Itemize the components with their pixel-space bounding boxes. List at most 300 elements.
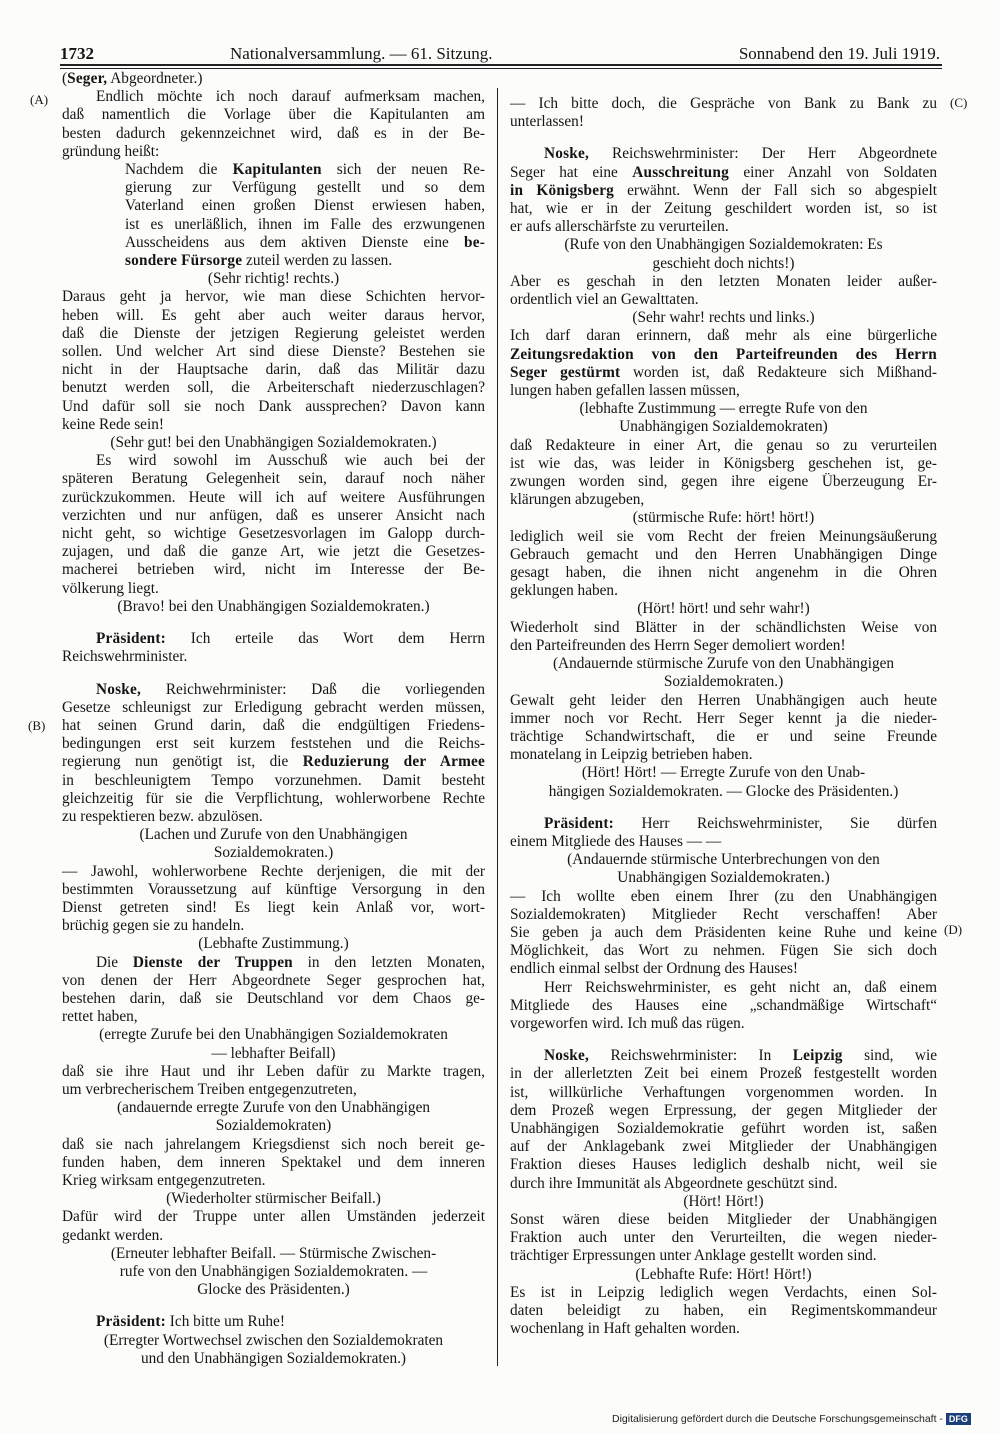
- paragraph-gap: [62, 616, 485, 630]
- text-run: einem Mitgliede des Hauses — —: [510, 832, 722, 850]
- text-line: [510, 1047, 937, 1065]
- stage-direction: [62, 598, 485, 616]
- paragraph-gap: [62, 1299, 485, 1313]
- text-line: [62, 790, 485, 808]
- stage-direction: [62, 1026, 485, 1062]
- text-run: Abgeordneter.): [107, 70, 203, 87]
- text-run: worden ist, daß Redakteure sich Mißhand-: [620, 363, 937, 381]
- text-run: monatelang in Leipzig betrieben haben.: [510, 746, 753, 764]
- header-date: Sonnabend den 19. Juli 1919.: [738, 44, 940, 63]
- paragraph: [510, 528, 937, 601]
- text-line: [510, 236, 937, 254]
- paragraph: [62, 88, 485, 161]
- text-line: [62, 361, 485, 379]
- text-run: zurückzukommen. Heute will ich auf weitere Ausführungen: [62, 488, 485, 506]
- paragraph: [62, 288, 485, 434]
- text-line: [510, 673, 937, 691]
- text-run: (Hört! Hört! — Erregte Zurufe von den Unab-: [581, 764, 866, 782]
- paragraph: [510, 1284, 937, 1339]
- text-line: [510, 491, 937, 509]
- text-run: hat, wie er in der Zeitung geschildert worden ist, so ist: [510, 200, 937, 218]
- text-run: sollen. Und welcher Art sind diese Dienste? Bestehen sie: [62, 343, 485, 361]
- text-run: (erregte Zurufe bei den Unabhängigen Sozialdemokraten: [99, 1026, 448, 1044]
- text-line: [62, 470, 485, 488]
- page-number: 1732: [60, 44, 94, 63]
- text-line: [510, 783, 937, 801]
- text-run: Wiederholt sind Blätter in der schändlichsten Weise von: [510, 618, 937, 636]
- text-line: [510, 1156, 937, 1174]
- bold-emphasis: Präsident:: [544, 814, 614, 832]
- paragraph: [510, 273, 937, 309]
- text-line: [62, 881, 485, 899]
- text-line: [510, 564, 937, 582]
- text-line: [62, 972, 485, 990]
- text-line: [510, 979, 937, 997]
- paragraph: [62, 954, 485, 1027]
- text-run: — lebhafter Beifall): [211, 1044, 336, 1062]
- stage-direction: [62, 1245, 485, 1300]
- text-run: verzichten und nur anfügen, daß es unserer Ansicht nach: [62, 506, 485, 524]
- text-line: [62, 630, 485, 648]
- text-line: [62, 379, 485, 397]
- bold-emphasis: Noske,: [544, 1047, 589, 1065]
- text-line: [510, 182, 937, 200]
- text-run: (lebhafte Zustimmung — erregte Rufe von den: [579, 400, 868, 418]
- header-rule: [60, 64, 942, 66]
- paragraph: [510, 888, 937, 979]
- text-run: besten dadurch gekennzeichnet wird, daß es in der Be-: [62, 124, 485, 142]
- text-line: [510, 924, 937, 942]
- text-run: Und dafür soll sie noch Dank aussprechen? Davon kann: [62, 397, 485, 415]
- text-run: er aufs allerschärfste zu verurteilen.: [510, 218, 729, 236]
- text-line: [510, 655, 937, 673]
- stage-direction: [62, 1190, 485, 1208]
- text-run: daß sie ihre Haut und ihr Leben dafür zu Markte tragen,: [62, 1062, 485, 1080]
- text-line: [62, 1332, 485, 1350]
- text-line: [62, 507, 485, 525]
- bold-emphasis: sondere Fürsorge: [125, 252, 243, 270]
- paragraph: [510, 437, 937, 510]
- text-run: (Erneuter lebhafter Beifall. — Stürmische Zwischen-: [110, 1244, 437, 1262]
- text-line: [510, 1015, 937, 1033]
- text-run: Reichswehrminister: Der Herr Abgeordnete: [588, 145, 937, 163]
- paragraph: [62, 630, 485, 666]
- text-run: gesagt haben, die ihnen nicht angenehm in die Ohren: [510, 564, 937, 582]
- text-run: sind, wie: [842, 1047, 938, 1065]
- text-line: [62, 143, 485, 161]
- text-run: (Hört! hört! und sehr wahr!): [637, 600, 810, 618]
- text-run: Daraus geht ja hervor, wie man diese Schichten hervor-: [62, 288, 485, 306]
- text-run: Sozialdemokraten.): [663, 673, 784, 691]
- text-run: — Ich bitte doch, die Gespräche von Bank zu Bank zu: [510, 95, 937, 112]
- paragraph: [62, 452, 485, 598]
- text-line: [510, 1211, 937, 1229]
- text-line: [62, 1281, 485, 1299]
- text-line: [510, 1193, 937, 1211]
- text-run: ist, willkürliche Verhaftungen vorgenommen worden. In: [510, 1083, 937, 1101]
- text-line: [62, 489, 485, 507]
- text-run: zwungen worden sind, gegen ihre eigene Überzeugung Er-: [510, 473, 937, 491]
- text-run: Herr Reichswehrminister, es geht nicht an, daß einem: [544, 978, 937, 996]
- text-run: Dafür wird der Truppe unter allen Umständen jederzeit: [62, 1208, 485, 1226]
- stage-direction: [510, 764, 937, 800]
- text-line: [510, 600, 937, 618]
- text-line: [510, 437, 937, 455]
- text-run: Sonst wären diese beiden Mitglieder der Unabhängigen: [510, 1210, 937, 1228]
- text-line: [62, 125, 485, 143]
- text-run: Reichwehrminister: Daß die vorliegenden: [140, 680, 485, 698]
- text-run: (Wiederholter stürmischer Beifall.): [166, 1190, 381, 1208]
- text-run: den Parteifreunden des Herrn Seger demoliert worden!: [510, 636, 846, 654]
- text-run: zu respektieren bezw. abzulösen.: [62, 807, 263, 825]
- text-run: Unabhängigen Sozialdemokratie geführt worden ist, saßen: [510, 1119, 937, 1137]
- text-line: [510, 255, 937, 273]
- left-column: [62, 70, 485, 1368]
- right-column: [510, 95, 937, 1338]
- text-line: [510, 942, 937, 960]
- text-line: [62, 1190, 485, 1208]
- text-line: [62, 1208, 485, 1226]
- text-run: ist es unerläßlich, ihnen im Falle des erzwungenen: [125, 215, 485, 233]
- paragraph: [62, 70, 485, 88]
- text-line: [510, 1302, 937, 1320]
- text-run: (andauernde erregte Zurufe von den Unabhängigen: [116, 1099, 431, 1117]
- text-run: (Rufe von den Unabhängigen Sozialdemokraten: Es: [564, 236, 883, 254]
- text-run: Sie geben ja auch dem Präsidenten keine Ruhe und keine: [510, 923, 937, 941]
- text-run: Reichswehrminister: In: [588, 1047, 793, 1065]
- text-run: gedankt werden.: [62, 1226, 164, 1244]
- text-run: rettet haben,: [62, 1008, 138, 1026]
- text-line: [510, 815, 937, 833]
- text-run: Seger hat eine: [510, 163, 633, 181]
- paragraph: [510, 815, 937, 851]
- text-run: Endlich möchte ich noch darauf aufmerksam machen,: [96, 88, 485, 106]
- text-line: [510, 1102, 937, 1120]
- text-run: Sozialdemokraten): [215, 1117, 332, 1135]
- text-run: daß sie nach jahrelangem Kriegsdienst sich noch bereit ge-: [62, 1135, 485, 1153]
- text-run: von denen der Herr Abgeordnete Seger gesprochen hat,: [62, 971, 485, 989]
- text-line: [510, 164, 937, 182]
- paragraph: [510, 619, 937, 655]
- text-run: geschieht doch nichts!): [652, 254, 795, 272]
- bold-emphasis: Seger gestürmt: [510, 363, 621, 381]
- text-line: [510, 327, 937, 345]
- text-line: [62, 735, 485, 753]
- text-run: (stürmische Rufe: hört! hört!): [632, 509, 815, 527]
- text-run: zujagen, und daß die ganze Art, wie jetzt die Gesetzes-: [62, 543, 485, 561]
- text-run: lediglich weil sie vom Recht der freien Meinungsäußerung: [510, 527, 937, 545]
- text-line: [510, 619, 937, 637]
- text-run: Gewalt geht leider den Herren Unabhängigen auch heute: [510, 691, 937, 709]
- text-line: [62, 106, 485, 124]
- text-line: [62, 990, 485, 1008]
- text-line: [62, 70, 485, 88]
- bold-emphasis: Noske,: [544, 145, 589, 163]
- paragraph: [510, 327, 937, 400]
- text-line: [62, 863, 485, 881]
- text-run: Mitgliede des Hauses eine „schandmäßige Wirtschaft“: [510, 996, 937, 1014]
- text-line: [510, 692, 937, 710]
- bold-emphasis: Noske,: [96, 680, 141, 698]
- paragraph: [510, 1211, 937, 1266]
- text-run: keine Rede sein!: [62, 415, 164, 433]
- text-line: [62, 543, 485, 561]
- text-run: hat seinen Grund darin, daß die endgültigen Friedens-: [62, 716, 485, 734]
- text-run: sich der neuen Re-: [321, 161, 485, 179]
- text-run: durch ihre Immunität als Abgeordnete geschützt sind.: [510, 1174, 838, 1192]
- text-run: rufe von den Unabhängigen Sozialdemokraten. —: [119, 1263, 428, 1280]
- text-line: [510, 218, 937, 236]
- text-run: Ich darf daran erinnern, daß mehr als eine bürgerliche: [510, 327, 937, 345]
- stage-direction: [510, 655, 937, 691]
- paragraph: [62, 1063, 485, 1099]
- bold-emphasis: Dienste der Truppen: [132, 953, 293, 971]
- paragraph-gap: [510, 131, 937, 145]
- text-line: [510, 888, 937, 906]
- text-line: [62, 1099, 485, 1117]
- text-line: [62, 343, 485, 361]
- text-line: [62, 561, 485, 579]
- text-run: gleichzeitig für sie die Verpflichtung, wohlerworbene Rechte: [62, 789, 485, 807]
- text-run: lungen haben gefallen lassen müssen,: [510, 382, 740, 400]
- text-line: [510, 746, 937, 764]
- text-run: Nachdem die: [125, 161, 233, 179]
- text-line: [62, 398, 485, 416]
- text-line: [62, 954, 485, 972]
- text-run: völkerung liegt.: [62, 579, 159, 597]
- text-line: [62, 307, 485, 325]
- quoted-passage: [62, 161, 485, 270]
- bold-emphasis: Leipzig: [792, 1047, 843, 1065]
- text-line: [510, 418, 937, 436]
- text-line: [62, 288, 485, 306]
- text-run: ordentlich viel an Gewalttaten.: [510, 291, 699, 309]
- bold-emphasis: Präsident:: [96, 1313, 166, 1331]
- text-run: nicht in der Hauptsache darin, daß das Militär dazu: [62, 361, 485, 379]
- footer-credit: [612, 1413, 971, 1425]
- text-line: [510, 1320, 937, 1338]
- text-line: [62, 899, 485, 917]
- text-line: [62, 88, 485, 106]
- text-line: [510, 997, 937, 1015]
- text-run: macherei betrieben wird, nicht im Interesse der Be-: [62, 561, 485, 579]
- text-run: — Ich wollte eben einem Ihrer (zu den Unabhängigen: [510, 887, 937, 905]
- text-line: [510, 764, 937, 782]
- text-run: geklungen haben.: [510, 582, 618, 600]
- stage-direction: [62, 1332, 485, 1368]
- text-run: Ich erteile das Wort dem Herrn: [165, 630, 485, 648]
- text-run: Dienst getreten sind! Es liegt kein Anlaß vor, wort-: [62, 898, 485, 916]
- text-line: [510, 833, 937, 851]
- text-run: Herr Reichswehrminister, Sie dürfen: [613, 814, 937, 832]
- text-line: [62, 935, 485, 953]
- text-run: (Andauernde stürmische Zurufe von den Unabhängigen: [552, 655, 895, 673]
- paragraph: [510, 692, 937, 765]
- text-run: Krieg wirksam entgegenzutreten.: [62, 1171, 266, 1189]
- paragraph-gap: [510, 801, 937, 815]
- text-line: [62, 1172, 485, 1190]
- paragraph-gap: [62, 667, 485, 681]
- bold-emphasis: Seger,: [67, 70, 108, 87]
- text-line: [510, 309, 937, 327]
- text-run: späteren Beratung Gelegenheit sein, darauf noch näher: [62, 470, 485, 488]
- text-line: [62, 681, 485, 699]
- text-line: [510, 95, 937, 113]
- text-run: immer noch vor Recht. Herr Seger kennt ja die nieder-: [510, 709, 937, 727]
- text-run: einer Anzahl von Soldaten: [728, 163, 937, 181]
- text-line: [62, 452, 485, 470]
- stage-direction: [510, 509, 937, 527]
- paragraph: [62, 681, 485, 827]
- text-run: in den letzten Monaten,: [292, 953, 485, 971]
- text-line: [62, 598, 485, 616]
- text-line: [510, 273, 937, 291]
- text-run: — Jawohl, wohlerworbene Rechte derjenigen, die mit der: [62, 862, 485, 880]
- stage-direction: [510, 309, 937, 327]
- text-line: [510, 869, 937, 887]
- stage-direction: [510, 1193, 937, 1211]
- text-run: Sozialdemokraten.): [213, 844, 334, 862]
- text-run: Vaterland einen großen Dienst erwiesen haben,: [125, 197, 485, 215]
- text-run: dem Prozeß wegen Erpressung, der gegen Mitglieder der: [510, 1101, 937, 1119]
- text-run: und den Unabhängigen Sozialdemokraten.): [140, 1349, 407, 1367]
- text-run: ist wie das, was leider in Königsberg geschehen ist, ge-: [510, 454, 937, 472]
- text-line: [125, 161, 485, 179]
- text-run: (Lachen und Zurufe von den Unabhängigen: [139, 826, 408, 844]
- text-run: Ausscheidens aus dem aktiven Dienste eine: [125, 233, 464, 251]
- stage-direction: [510, 851, 937, 887]
- bold-emphasis: Kapitulanten: [232, 161, 322, 179]
- text-run: daß die Dienste der jetzigen Regierung geleistet werden: [62, 324, 485, 342]
- paragraph: [510, 145, 937, 236]
- text-line: [510, 1138, 937, 1156]
- running-header: [60, 44, 940, 64]
- text-line: [510, 364, 937, 382]
- text-line: [62, 1026, 485, 1044]
- text-run: Fraktion dieses Hauses lediglich deshalb nicht, weil sie: [510, 1156, 937, 1174]
- text-run: (Lebhafte Zustimmung.): [198, 935, 349, 953]
- text-run: auf der Anklagebank zwei Mitglieder der Unabhängigen: [510, 1138, 937, 1156]
- text-line: [510, 1084, 937, 1102]
- text-run: brüchig gegen sie zu handeln.: [62, 917, 245, 935]
- text-line: [62, 1117, 485, 1135]
- text-run: (Erregter Wortwechsel zwischen den Sozialdemokraten: [103, 1331, 444, 1349]
- text-run: (Bravo! bei den Unabhängigen Sozialdemokraten.): [117, 597, 430, 615]
- stage-direction: [62, 935, 485, 953]
- text-line: [510, 145, 937, 163]
- dfg-logo: DFG: [946, 1413, 971, 1425]
- text-run: Es ist in Leipzig lediglich wegen Verdachts, einen Sol-: [510, 1283, 937, 1301]
- bold-emphasis: Präsident:: [96, 630, 166, 648]
- text-line: [62, 325, 485, 343]
- text-line: [62, 1245, 485, 1263]
- stage-direction: [510, 1266, 937, 1284]
- text-run: Unabhängigen Sozialdemokraten): [619, 418, 828, 436]
- text-line: [510, 1065, 937, 1083]
- text-line: [62, 1350, 485, 1368]
- text-run: daten beleidigt zu haben, ein Regimentskommandeur: [510, 1302, 937, 1319]
- text-run: (Sehr richtig! rechts.): [207, 270, 340, 288]
- text-run: Möglichkeit, das Wort zu nehmen. Fügen Sie sich doch: [510, 942, 937, 960]
- text-line: [510, 200, 937, 218]
- text-run: bestehen darin, daß sie Deutschland vor dem Chaos ge-: [62, 989, 485, 1007]
- stage-direction: [510, 600, 937, 618]
- text-run: Reichswehrminister.: [62, 648, 188, 666]
- text-run: funden haben, dem inneren Spektakel und dem inneren: [62, 1153, 485, 1171]
- text-line: [62, 580, 485, 598]
- text-line: [510, 346, 937, 364]
- text-line: [510, 960, 937, 978]
- stage-direction: [510, 236, 937, 272]
- text-run: Unabhängigen Sozialdemokraten.): [617, 869, 830, 887]
- text-run: (Hört! Hört!): [683, 1192, 764, 1210]
- text-line: [510, 473, 937, 491]
- text-run: in der allerletzten Zeit bei einem Prozeß festgestellt worden: [510, 1065, 937, 1083]
- text-line: [510, 1120, 937, 1138]
- text-line: [510, 400, 937, 418]
- text-line: [62, 717, 485, 735]
- text-line: [62, 1136, 485, 1154]
- column-divider: [497, 88, 498, 1366]
- paragraph: [62, 1313, 485, 1331]
- text-line: [62, 1045, 485, 1063]
- text-line: [125, 179, 485, 197]
- paragraph: [510, 95, 937, 131]
- text-line: [62, 1313, 485, 1331]
- text-line: [62, 1227, 485, 1245]
- text-line: [510, 1266, 937, 1284]
- text-run: bestimmten Voraussetzung auf künftige Versorgung in den: [62, 880, 485, 898]
- paragraph: [62, 1136, 485, 1191]
- text-run: Gebrauch gemacht und den Herren Unabhängigen Dinge: [510, 545, 937, 563]
- text-run: benutzt werden soll, die Arbeiterschaft niederzuschlagen?: [62, 379, 485, 397]
- paragraph-gap: [510, 1033, 937, 1047]
- text-line: [510, 546, 937, 564]
- text-run: (Lebhafte Rufe: Hört! Hört!): [635, 1265, 812, 1283]
- stage-direction: [62, 270, 485, 288]
- text-run: (: [62, 70, 68, 87]
- text-run: (Sehr gut! bei den Unabhängigen Sozialdemokraten.): [110, 434, 437, 452]
- text-line: [62, 1063, 485, 1081]
- text-run: (Sehr wahr! rechts und links.): [632, 309, 815, 327]
- bold-emphasis: Zeitungsredaktion von den Parteifreunden des Herrn: [510, 345, 937, 363]
- margin-mark-c: (C): [950, 95, 968, 110]
- text-line: [510, 291, 937, 309]
- margin-mark-b: (B): [28, 718, 46, 733]
- bold-emphasis: in Königsberg: [510, 181, 615, 199]
- text-run: klärungen abzugeben,: [510, 491, 645, 509]
- stage-direction: [62, 826, 485, 862]
- text-line: [510, 528, 937, 546]
- bold-emphasis: be-: [464, 233, 485, 251]
- text-line: [62, 1081, 485, 1099]
- text-line: [510, 710, 937, 728]
- footer-text: Digitalisierung gefördert durch die Deutsche Forschungsgemeinschaft -: [612, 1413, 943, 1425]
- text-run: endlich einmal selbst der Ordnung des Hauses!: [510, 960, 799, 978]
- text-line: [510, 582, 937, 600]
- paragraph: [510, 1047, 937, 1193]
- paragraph: [62, 863, 485, 936]
- margin-mark-d: (D): [944, 922, 963, 937]
- text-run: zuteil werden zu lassen.: [242, 252, 393, 270]
- header-title: Nationalversammlung. — 61. Sitzung.: [230, 44, 493, 63]
- text-line: [62, 917, 485, 935]
- text-line: [510, 1284, 937, 1302]
- text-run: Fraktion auch unter den Verurteilten, die wegen nieder-: [510, 1229, 937, 1247]
- text-run: Aber es geschah in den letzten Monaten leider außer-: [510, 272, 937, 290]
- bold-emphasis: Reduzierung der Armee: [302, 753, 485, 771]
- text-line: [62, 434, 485, 452]
